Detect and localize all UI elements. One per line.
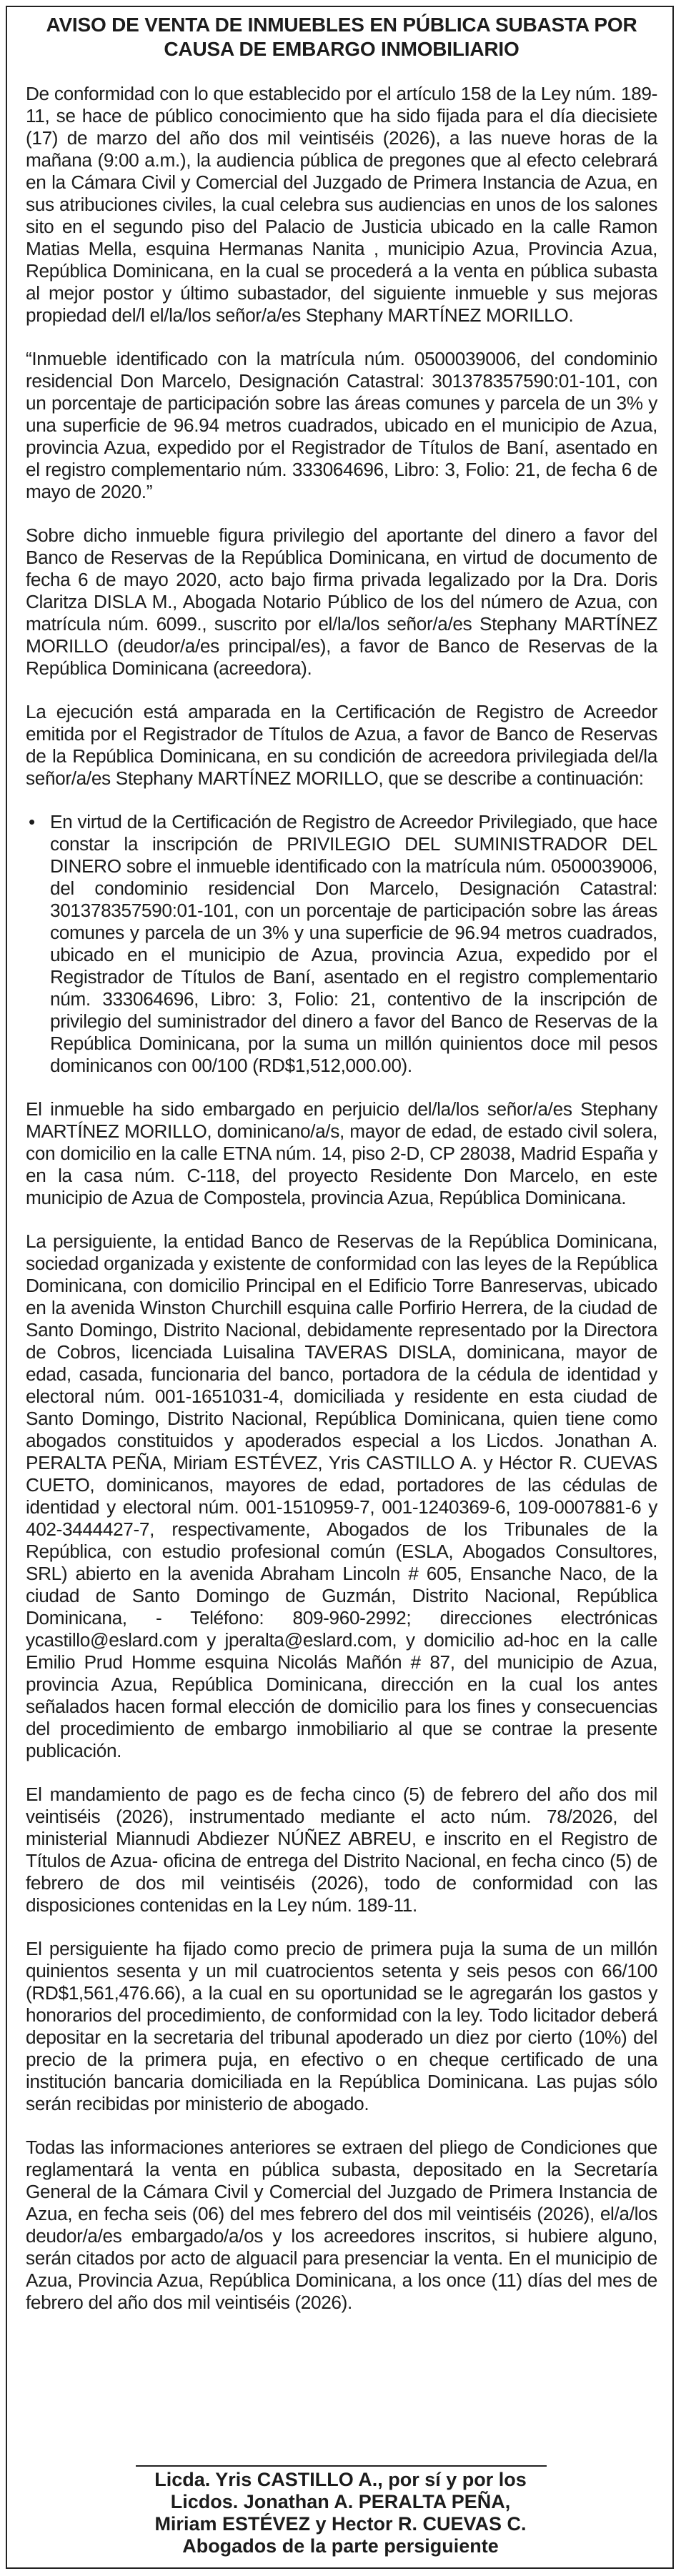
paragraph-first-bid-price: El persiguiente ha fijado como precio de primera puja la suma de un millón quinientos sesenta y un mil cuatrocientos setenta y seis pesos con 66/100 (RD$1,561,476.66), a la cual en su oportunidad se le agregarán los gastos y honorarios del procedimiento, de conformidad con la ley. Todo licitador deberá depositar en la secretaria del tribunal apoderado un diez por cierto (10%) del precio de la primera puja, en efectivo o en cheque certificado de una institución bancaria domiciliada en la República Dominicana. Las pujas sólo serán recibidas por ministerio de abogado. (26, 1938, 657, 2114)
paragraph-closing: Todas las informaciones anteriores se extraen del pliego de Condiciones que reglamentará la venta en pública subasta, depositado en la Secretaría General de la Cámara Civil y Comercial del Juzgado de Primera Instancia de Azua, en fecha seis (06) del mes febrero del dos mil veintiséis (2026), el/a/los deudor/a/es embargado/a/os y los acreedores inscritos, si hubiere alguno, serán citados por acto de alguacil para presenciar la venta. En el municipio de Azua, Provincia Azua, República Dominicana, a los once (11) días del mes de febrero del año dos mil veintiséis (2026). (26, 2137, 657, 2313)
paragraph-auction-hearing: De conformidad con lo que establecido por el artículo 158 de la Ley núm. 189-11, se hace de público conocimiento que ha sido fijada para el día diecisiete (17) de marzo del año dos mil veintiséis (2026), a las nueve horas de la mañana (9:00 a.m.), la audiencia pública de pregones que al efecto celebrará en la Cámara Civil y Comercial del Juzgado de Primera Instancia de Azua, en sus atribuciones civiles, la cual celebra sus audiencias en unos de los salones sito en el segundo piso del Palacio de Justicia ubicado en la calle Ramon Matias Mella, esquina Hermanas Nanita , municipio Azua, Provincia Azua, República Dominicana, en la cual se procederá a la venta en pública subasta al mejor postor y último subastador, del siguiente inmueble y sus mejoras propiedad del/l el/la/los señor/a/es Stephany MARTÍNEZ MORILLO. (26, 83, 657, 326)
bullet-item-certification (26, 811, 657, 1077)
notice-title: AVISO DE VENTA DE INMUEBLES EN PÚBLICA SUBASTA POR CAUSA DE EMBARGO INMOBILIARIO (46, 14, 637, 60)
signature-line-2: Licdos. Jonathan A. PERALTA PEÑA, (170, 2491, 511, 2512)
signature-block (0, 2469, 681, 2557)
bullet-icon: • (29, 811, 35, 832)
bullet-text: En virtud de la Certificación de Registro de Acreedor Privilegiado, que hace constar la inscripción de PRIVILEGIO DEL SUMINISTRADOR DEL DINERO sobre el inmueble identificado con la matrícula núm. 0500039006, del condominio residencial Don Marcelo, Designación Catastral: 301378357590:01-101, con un porcentaje de participación sobre las áreas comunes y parcela de un 3% y una superficie de 96.94 metros cuadrados, ubicado en el municipio de Azua, provincia Azua, expedido por el Registrador de Títulos de Baní, asentado en el registro complementario núm. 333064696, Libro: 3, Folio: 21, contentivo de la inscripción de privilegio del suministrador del dinero a favor del Banco de Reservas de la República Dominicana, por la suma un millón quinientos doce mil pesos dominicanos con 00/100 (RD$1,512,000.00). (50, 811, 657, 1076)
paragraph-property-description: “Inmueble identificado con la matrícula núm. 0500039006, del condominio residencial Don Marcelo, Designación Catastral: 301378357590:01-101, con un porcentaje de participación sobre las áreas comunes y parcela de un 3% y una superficie de 96.94 metros cuadrados, ubicado en el municipio de Azua, provincia Azua, expedido por el Registrador de Títulos de Baní, asentado en el registro complementario núm. 333064696, Libro: 3, Folio: 21, de fecha 6 de mayo de 2020.” (26, 348, 657, 502)
signature-line-4: Abogados de la parte persiguiente (182, 2535, 499, 2557)
signature-line-3: Miriam ESTÉVEZ y Hector R. CUEVAS C. (154, 2513, 527, 2535)
paragraph-privilege: Sobre dicho inmueble figura privilegio del aportante del dinero a favor del Banco de Reservas de la República Dominicana, en virtud de documento de fecha 6 de mayo 2020, acto bajo firma privada legalizado por la Dra. Doris Claritza DISLA M., Abogada Notario Público de los del número de Azua, con matrícula núm. 6099., suscrito por el/la/los señor/a/es Stephany MARTÍNEZ MORILLO (deudor/a/es principal/es), a favor de Banco de Reservas de la República Dominicana (acreedora). (26, 524, 657, 679)
paragraph-pursuing-party: La persiguiente, la entidad Banco de Reservas de la República Dominicana, sociedad organizada y existente de conformidad con las leyes de la República Dominicana, con domicilio Principal en el Edificio Torre Banreservas, ubicado en la avenida Winston Churchill esquina calle Porfirio Herrera, de la ciudad de Santo Domingo, Distrito Nacional, debidamente representado por la Directora de Cobros, licenciada Luisalina TAVERAS DISLA, dominicana, mayor de edad, casada, funcionaria del banco, portadora de la cédula de identidad y electoral núm. 001-1651031-4, domiciliada y residente en esta ciudad de Santo Domingo, Distrito Nacional, República Dominicana, quien tiene como abogados constituidos y apoderados especial a los Licdos. Jonathan A. PERALTA PEÑA, Miriam ESTÉVEZ, Yris CASTILLO A. y Héctor R. CUEVAS CUETO, dominicanos, mayores de edad, portadores de las cédulas de identidad y electoral núm. 001-1510959-7, 001-1240369-6, 109-0007881-6 y 402-3444427-7, respectivamente, Abogados de los Tribunales de la República, con estudio profesional común (ESLA, Abogados Consultores, SRL) abierto en la avenida Abraham Lincoln # 605, Ensanche Naco, de la ciudad de Santo Domingo de Guzmán, Distrito Nacional, República Dominicana, - Teléfono: 809-960-2992; direcciones electrónicas ycastillo@eslard.com y jperalta@eslard.com, y domicilio ad-hoc en la calle Emilio Prud Homme esquina Nicolás Mañón # 87, del municipio de Azua, provincia Azua, República Dominicana, dirección en la cual los antes señalados hacen formal elección de domicilio para los fines y consecuencias del procedimiento de embargo inmobiliario al que se contrae la presente publicación. (26, 1230, 657, 1761)
paragraph-execution: La ejecución está amparada en la Certificación de Registro de Acreedor emitida por el Registrador de Títulos de Azua, a favor de Banco de Reservas de la República Dominicana, en su condición de acreedora privilegiada del/la señor/a/es Stephany MARTÍNEZ MORILLO, que se describe a continuación: (26, 701, 657, 789)
paragraph-payment-order: El mandamiento de pago es de fecha cinco (5) de febrero del año dos mil veintiséis (2026), instrumentado mediante el acto núm. 78/2026, del ministerial Miannudi Abdiezer NÚÑEZ ABREU, e inscrito en el Registro de Títulos de Azua- oficina de entrega del Distrito Nacional, en fecha cinco (5) de febrero de dos mil veintiséis (2026), todo de conformidad con las disposiciones contenidas en la Ley núm. 189-11. (26, 1784, 657, 1916)
signature-line-1: Licda. Yris CASTILLO A., por sí y por los (154, 2469, 527, 2490)
paragraph-seized-debtor: El inmueble ha sido embargado en perjuicio del/la/los señor/a/es Stephany MARTÍNEZ MORILLO, dominicano/a/s, mayor de edad, de estado civil solera, con domicilio en la calle ETNA núm. 14, piso 2-D, CP 28038, Madrid España y en la casa núm. C-118, del proyecto Residente Don Marcelo, en este municipio de Azua de Compostela, provincia Azua, República Dominicana. (26, 1098, 657, 1208)
notice-body (26, 13, 657, 2314)
signature-line (136, 2465, 547, 2467)
